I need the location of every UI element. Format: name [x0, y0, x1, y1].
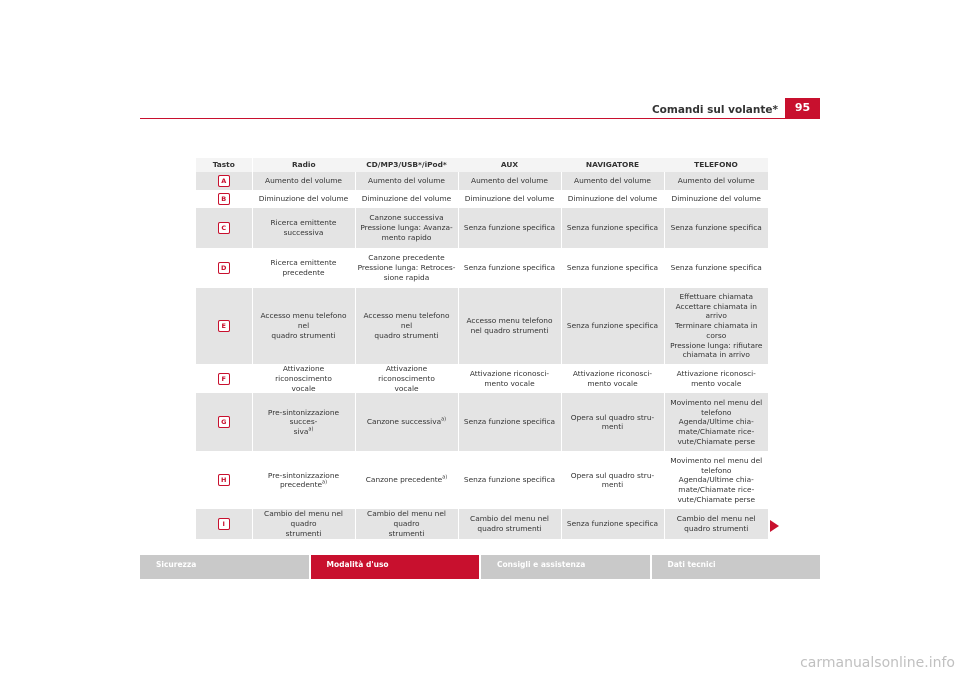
table-cell	[252, 364, 355, 393]
table-row	[196, 208, 768, 248]
cell-text: nel quadro strumenti	[470, 326, 549, 335]
page-title: Comandi sul volante*	[651, 104, 778, 116]
table-row	[196, 451, 768, 509]
key-cell	[196, 248, 252, 288]
table-cell	[355, 451, 458, 509]
key-badge-icon: G	[218, 416, 230, 428]
cell-text: Canzone successiva	[369, 213, 444, 223]
table-cell	[458, 509, 561, 538]
table-cell	[664, 364, 768, 393]
key-cell	[196, 172, 252, 190]
cell-text: Accettare chiamata in	[675, 301, 757, 311]
table-cell	[355, 172, 458, 190]
cell-text: Effettuare chiamata	[679, 291, 754, 301]
table-cell	[664, 190, 768, 208]
cell-text: Attivazione riconosci-	[676, 368, 756, 378]
cell-text: Movimento nel menu del	[670, 455, 763, 465]
key-cell	[196, 364, 252, 393]
table-row	[196, 248, 768, 288]
cell-text: menti	[601, 422, 624, 432]
table-cell	[355, 393, 458, 451]
cell-text: Canzone precedente	[368, 253, 445, 263]
watermark: carmanualsonline.info	[800, 655, 955, 671]
cell-text: mento vocale	[484, 378, 535, 388]
cell-text: Senza funzione specifica	[670, 223, 762, 233]
table-row	[196, 172, 768, 190]
cell-text: precedente$^{a)}$	[279, 479, 328, 490]
cell-text: Aumento del volume	[574, 176, 651, 186]
header-rule	[140, 118, 820, 119]
cell-text: vocale	[291, 383, 316, 393]
table-cell	[664, 509, 768, 538]
table-cell	[561, 393, 664, 451]
cell-text: Senza funzione specifica	[566, 519, 659, 529]
column-header: NAVIGATORE	[561, 158, 664, 172]
key-cell	[196, 393, 252, 451]
cell-text: telefono	[701, 465, 732, 475]
table-cell	[252, 172, 355, 190]
column-header: Tasto	[196, 158, 252, 172]
cell-text: Senza funzione specifica	[463, 417, 556, 427]
cell-text: Agenda/Ultime chia-	[678, 417, 754, 427]
cell-text: quadro strumenti	[477, 524, 542, 534]
table-cell	[664, 248, 768, 288]
cell-text: Cambio del menu nel	[470, 514, 549, 524]
cell-text: Aumento del volume	[368, 176, 445, 186]
table-header-row	[196, 158, 768, 172]
table-cell	[252, 208, 355, 248]
cell-text: Aumento del volume	[677, 176, 755, 186]
table-cell	[355, 364, 458, 393]
cell-text: Attivazione riconoscimento	[275, 364, 332, 383]
cell-text: mento rapido	[381, 232, 432, 242]
table-cell	[561, 288, 664, 364]
cell-text: Senza funzione specifica	[670, 263, 762, 273]
cell-text: Attivazione riconoscimento	[378, 364, 435, 383]
table-cell	[252, 393, 355, 451]
table-cell	[664, 393, 768, 451]
table-cell	[458, 208, 561, 248]
cell-text: chiamata in arrivo	[682, 350, 750, 360]
cell-text: telefono	[701, 407, 732, 417]
cell-text: Agenda/Ultime chia-	[678, 475, 754, 485]
key-badge-icon: H	[218, 474, 230, 486]
table-cell	[355, 288, 458, 364]
table-cell	[561, 172, 664, 190]
table-row	[196, 393, 768, 451]
column-header: Radio	[252, 158, 355, 172]
cell-text: Senza funzione specifica	[566, 321, 659, 331]
cell-text: Pressione lunga: Avanza-	[360, 223, 453, 233]
key-badge-icon: D	[218, 262, 230, 274]
cell-text: Diminuzione del volume	[361, 194, 452, 204]
table-cell	[252, 190, 355, 208]
cell-text: strumenti	[285, 528, 322, 538]
cell-text: Cambio del menu nel	[676, 514, 756, 524]
cell-text: Pressione lunga: Retroces-	[357, 263, 456, 273]
cell-text: Attivazione riconosci-	[572, 368, 653, 378]
cell-text: Senza funzione specifica	[463, 263, 556, 273]
table-cell	[252, 451, 355, 509]
key-cell	[196, 451, 252, 509]
cell-text: Aumento del volume	[265, 176, 342, 186]
cell-text: Movimento nel menu del	[670, 397, 763, 407]
table-cell	[664, 451, 768, 509]
key-cell	[196, 288, 252, 364]
key-cell	[196, 208, 252, 248]
table-cell	[458, 172, 561, 190]
table-cell	[458, 393, 561, 451]
cell-text: Senza funzione specifica	[566, 263, 659, 273]
key-badge-icon: E	[218, 320, 230, 332]
cell-text: Ricerca emittente precedente	[270, 258, 337, 277]
table-cell	[458, 451, 561, 509]
cell-text: Ricerca emittente successiva	[270, 218, 337, 237]
steering-controls-table	[196, 158, 768, 539]
cell-text: mento vocale	[691, 378, 742, 388]
cell-text: Cambio del menu nel quadro	[264, 509, 343, 529]
table-cell	[355, 509, 458, 538]
table-row	[196, 288, 768, 364]
cell-text: Aumento del volume	[471, 176, 548, 186]
cell-text: sione rapida	[383, 272, 430, 282]
cell-text: arrivo	[705, 311, 727, 321]
table-cell	[355, 190, 458, 208]
footer-section[interactable]: Dati tecnici	[652, 555, 821, 579]
cell-text: Attivazione riconosci-	[469, 368, 550, 378]
cell-text: mate/Chiamate rice-	[678, 427, 755, 437]
table-cell	[561, 248, 664, 288]
table-cell	[252, 248, 355, 288]
cell-text: Accesso menu telefono nel	[260, 311, 347, 331]
footer-section[interactable]: Sicurezza	[140, 555, 309, 579]
footer-section[interactable]: Consigli e assistenza	[481, 555, 650, 579]
cell-text: corso	[706, 330, 727, 340]
table-cell	[458, 248, 561, 288]
cell-text: siva$^{a)}$	[293, 426, 314, 437]
cell-text: Canzone successiva$^{a)}$	[366, 417, 447, 427]
cell-text: Senza funzione specifica	[463, 475, 556, 485]
cell-text: quadro strumenti	[374, 330, 439, 340]
table-cell	[664, 172, 768, 190]
cell-text: Opera sul quadro stru-	[570, 412, 655, 422]
cell-text: vute/Chiamate perse	[677, 437, 756, 447]
table-cell	[355, 208, 458, 248]
cell-text: vute/Chiamate perse	[677, 495, 756, 505]
table-cell	[664, 208, 768, 248]
column-header: TELEFONO	[664, 158, 768, 172]
cell-text: quadro strumenti	[684, 524, 749, 534]
cell-text: Accesso menu telefono	[466, 316, 553, 326]
table-cell	[252, 288, 355, 364]
arrow-right-icon	[770, 520, 779, 532]
key-badge-icon: C	[218, 222, 230, 234]
cell-text: menti	[601, 480, 624, 490]
cell-text: Pre-sintonizzazione succes-	[267, 407, 340, 427]
cell-text: Terminare chiamata in	[674, 321, 758, 331]
cell-text: Opera sul quadro stru-	[570, 470, 655, 480]
column-header: AUX	[458, 158, 561, 172]
key-badge-icon: F	[218, 373, 230, 385]
key-badge-icon: A	[218, 175, 230, 187]
cell-text: Cambio del menu nel quadro	[367, 509, 446, 529]
table-cell	[561, 509, 664, 538]
cell-text: Canzone precedente$^{a)}$	[365, 475, 448, 485]
cell-text: Senza funzione specifica	[463, 223, 556, 233]
table-cell	[561, 190, 664, 208]
key-cell	[196, 190, 252, 208]
cell-text: Diminuzione del volume	[464, 194, 555, 204]
key-badge-icon: B	[218, 193, 230, 205]
cell-text: Pressione lunga: rifiutare	[670, 340, 763, 350]
cell-text: mento vocale	[587, 378, 638, 388]
cell-text: Diminuzione del volume	[671, 194, 761, 204]
footer-nav	[140, 555, 820, 579]
cell-text: Diminuzione del volume	[567, 194, 658, 204]
column-header: CD/MP3/USB*/iPod*	[355, 158, 458, 172]
cell-text: strumenti	[388, 528, 425, 538]
cell-text: Pre-sintonizzazione	[267, 470, 340, 480]
cell-text: mate/Chiamate rice-	[678, 485, 755, 495]
table-cell	[458, 364, 561, 393]
table-cell	[252, 509, 355, 538]
table-cell	[664, 288, 768, 364]
table-row	[196, 364, 768, 393]
key-badge-icon: I	[218, 518, 230, 530]
table-row	[196, 509, 768, 538]
table-cell	[561, 451, 664, 509]
table-cell	[561, 208, 664, 248]
cell-text: Accesso menu telefono nel	[363, 311, 450, 331]
page-number: 95	[785, 98, 820, 118]
key-cell	[196, 509, 252, 538]
table-cell	[458, 190, 561, 208]
footer-section[interactable]: Modalità d'uso	[311, 555, 480, 579]
table-cell	[355, 248, 458, 288]
cell-text: Diminuzione del volume	[258, 194, 349, 204]
cell-text: vocale	[394, 383, 419, 393]
cell-text: Senza funzione specifica	[566, 223, 659, 233]
table-row	[196, 190, 768, 208]
table-cell	[458, 288, 561, 364]
cell-text: quadro strumenti	[271, 330, 336, 340]
table-cell	[561, 364, 664, 393]
